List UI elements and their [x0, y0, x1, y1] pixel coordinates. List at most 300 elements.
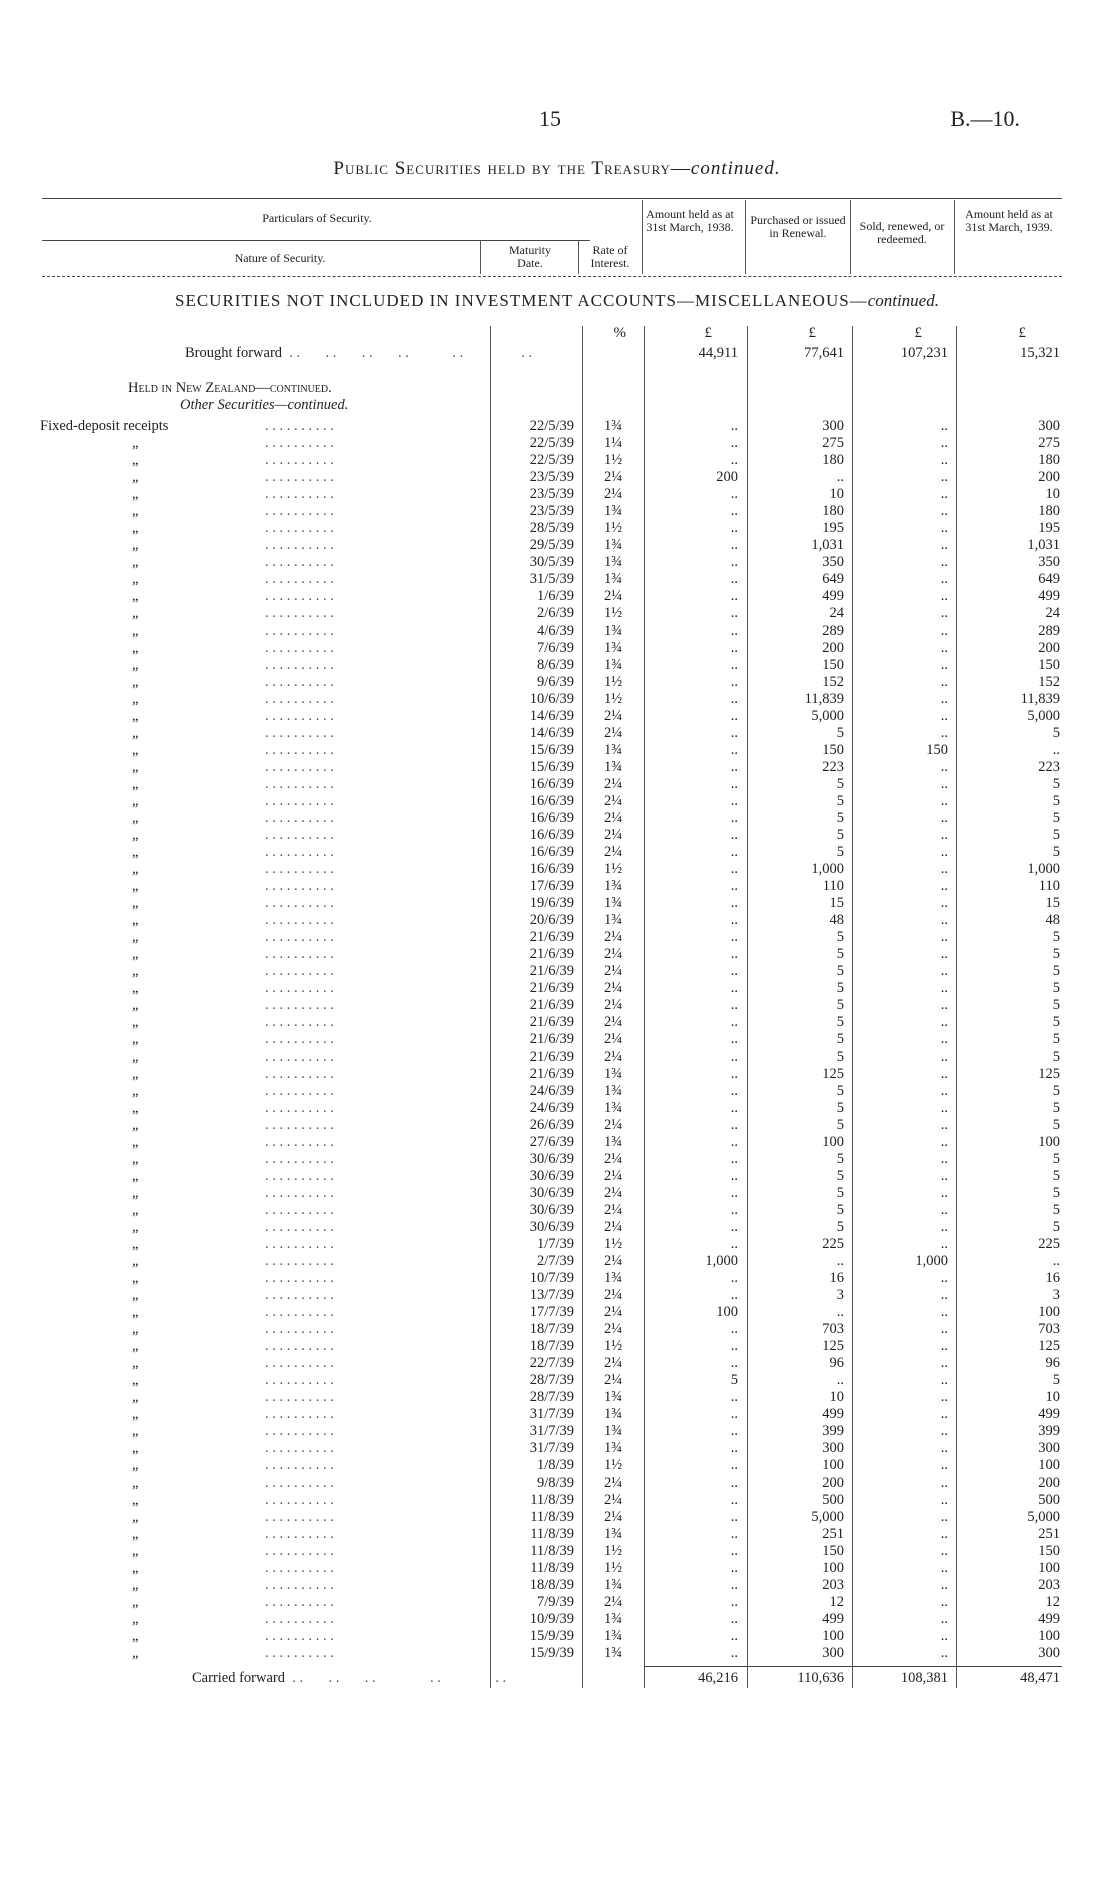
leader-dots: . . . . . . . . . .: [265, 878, 334, 895]
held-1939-value: 499: [1038, 1406, 1060, 1423]
held-1938-value: ..: [730, 1235, 738, 1252]
sold-value: ..: [940, 520, 948, 537]
maturity-date: 31/7/39: [529, 1440, 574, 1457]
maturity-header: Maturity Date.: [509, 243, 551, 270]
purchased-value: 289: [822, 622, 844, 639]
held-1939-value: 5: [1052, 997, 1060, 1014]
held-1939-value: 200: [1038, 1474, 1060, 1491]
leader-dots: . . . . . . . . . .: [265, 537, 334, 554]
held-1938-value: ..: [730, 503, 738, 520]
purchased-value: 203: [822, 1576, 844, 1593]
maturity-date: 18/8/39: [529, 1576, 574, 1593]
ditto-mark: „: [132, 622, 139, 639]
leader-dots: . . . . . . . . . .: [265, 1474, 334, 1491]
purchased-value: 5: [836, 1048, 844, 1065]
maturity-date: 7/6/39: [536, 639, 574, 656]
interest-rate: 2¼: [603, 980, 623, 997]
purchased-header: Purchased or issued in Renewal.: [750, 213, 846, 240]
held-1938-value: ..: [730, 980, 738, 997]
maturity-date: 22/7/39: [529, 1355, 574, 1372]
leader-dots: . . . . . . . . . .: [265, 1406, 334, 1423]
maturity-date: 15/6/39: [529, 758, 574, 775]
ditto-mark: „: [132, 827, 139, 843]
purchased-value: 5,000: [811, 1508, 844, 1525]
interest-rate: 1¾: [603, 1610, 623, 1627]
ditto-mark: „: [132, 1218, 139, 1235]
ditto-mark: „: [132, 1287, 139, 1303]
interest-rate: 1¾: [603, 1627, 623, 1644]
sold-value: ..: [940, 503, 948, 520]
maturity-date: 28/5/39: [529, 520, 574, 537]
interest-rate: 2¼: [603, 946, 623, 963]
rate-unit: %: [613, 325, 626, 341]
section-heading-continued: continued.: [867, 291, 939, 310]
brought-forward-held-1939: 15,321: [1020, 345, 1060, 361]
leader-dots: . . . . . . . . . .: [265, 1491, 334, 1508]
held-1939-value: 5: [1052, 724, 1060, 741]
purchased-value: 180: [822, 452, 844, 469]
interest-rate: 2¼: [603, 588, 623, 605]
held-1938-value: ..: [730, 1031, 738, 1048]
leader-dots: . . . . . . . . . .: [265, 1508, 334, 1525]
purchased-value: 100: [822, 1559, 844, 1576]
ditto-mark: „: [132, 1082, 139, 1099]
sold-value: ..: [940, 1508, 948, 1525]
held-1938-value: ..: [730, 997, 738, 1014]
interest-rate: 1¾: [603, 1440, 623, 1457]
ditto-mark: „: [132, 1201, 139, 1218]
purchased-value: 15: [829, 895, 844, 912]
held-1939-value: 649: [1038, 571, 1060, 588]
sold-value: ..: [940, 809, 948, 826]
leader-dots: . . . . . . . . . .: [265, 1338, 334, 1355]
held-1938-value: ..: [730, 1167, 738, 1184]
interest-rate: 1½: [603, 605, 623, 622]
held-1938-value: ..: [730, 1644, 738, 1661]
sold-value: ..: [940, 1287, 948, 1303]
purchased-value: 152: [822, 673, 844, 690]
held-1939-value: 5: [1052, 792, 1060, 809]
maturity-date: 22/5/39: [529, 418, 574, 434]
purchased-value: 96: [829, 1355, 844, 1372]
leader-dots: . . . . . . . . . .: [265, 809, 334, 826]
held-1939-value: 5: [1052, 1167, 1060, 1184]
maturity-date: 31/5/39: [529, 571, 574, 588]
interest-rate: 1¾: [603, 1270, 623, 1286]
leader-dots: . . . . . . . . . .: [265, 435, 334, 451]
interest-rate: 2¼: [603, 469, 623, 486]
ditto-mark: „: [132, 435, 139, 451]
header-divider: [850, 200, 851, 274]
leader-dots: . . . . . . . . . .: [265, 690, 334, 707]
leader-dots: . . . . . . . . . .: [265, 554, 334, 571]
purchased-value: 5: [836, 844, 844, 860]
held-1938-value: ..: [730, 1201, 738, 1218]
interest-rate: 1¼: [603, 435, 623, 451]
ditto-mark: „: [132, 912, 139, 929]
held-1939-value: 100: [1038, 1627, 1060, 1644]
held-1939-value: 499: [1038, 588, 1060, 605]
held-1938-value: ..: [730, 1099, 738, 1116]
held-1939-value: 399: [1038, 1423, 1060, 1440]
held-1939-value: 300: [1038, 418, 1060, 434]
sold-value: ..: [940, 1338, 948, 1355]
ditto-mark: „: [132, 1184, 139, 1201]
maturity-date: 21/6/39: [529, 963, 574, 980]
maturity-date: 19/6/39: [529, 895, 574, 912]
purchased-value: 5: [836, 1184, 844, 1201]
ditto-mark: „: [132, 946, 139, 963]
held-1939-value: 200: [1038, 639, 1060, 656]
interest-rate: 2¼: [603, 1218, 623, 1235]
interest-rate: 2¼: [603, 1372, 623, 1389]
leader-dots: . . . . . . . . . .: [265, 1593, 334, 1610]
brought-forward-sold: 107,231: [900, 345, 948, 361]
maturity-date: 16/6/39: [529, 861, 574, 877]
held-1939-value: 1,000: [1027, 861, 1060, 877]
maturity-date: 27/6/39: [529, 1133, 574, 1150]
leader-dots: . . . . . . . . . .: [265, 673, 334, 690]
ditto-mark: „: [132, 1167, 139, 1184]
leader-dots: . . . . . . . . . .: [265, 946, 334, 963]
subheading-other-securities: Other Securities—continued.: [180, 397, 349, 413]
leader-dots: . . . . . . . . . .: [265, 503, 334, 520]
ditto-mark: „: [132, 1610, 139, 1627]
maturity-date: 13/7/39: [529, 1287, 574, 1303]
held-1938-value: ..: [730, 1593, 738, 1610]
held-1938-value: ..: [730, 1355, 738, 1372]
purchased-value: 399: [822, 1423, 844, 1440]
held-1939-value: 125: [1038, 1065, 1060, 1082]
maturity-date: 11/8/39: [530, 1491, 574, 1508]
purchased-value: 125: [822, 1065, 844, 1082]
ditto-mark: „: [132, 1321, 139, 1338]
carried-forward-held-1938: 46,216: [698, 1670, 738, 1686]
sold-value: ..: [940, 1355, 948, 1372]
interest-rate: 1½: [603, 1559, 623, 1576]
maturity-date: 1/6/39: [536, 588, 574, 605]
held-1938-value: ..: [730, 724, 738, 741]
purchased-value: 5: [836, 980, 844, 997]
sold-value: ..: [940, 588, 948, 605]
held-1938-value: ..: [730, 1491, 738, 1508]
held-1938-value: ..: [730, 605, 738, 622]
interest-rate: 2¼: [603, 1201, 623, 1218]
maturity-date: 22/5/39: [529, 435, 574, 451]
ditto-mark: „: [132, 724, 139, 741]
leader-dots: . . . . . . . . . .: [265, 656, 334, 673]
interest-rate: 1¾: [603, 895, 623, 912]
held-1938-value: 200: [716, 469, 738, 486]
brought-forward-purchased: 77,641: [804, 345, 844, 361]
ditto-mark: „: [132, 1014, 139, 1031]
held-1939-value: 100: [1038, 1457, 1060, 1474]
purchased-value: 100: [822, 1457, 844, 1474]
ditto-mark: „: [132, 486, 139, 503]
held-1938-value: 1,000: [705, 1253, 738, 1269]
leader-dots: . . . . . . . . . .: [265, 1167, 334, 1184]
page-title: [0, 158, 1114, 180]
interest-rate: 2¼: [603, 1167, 623, 1184]
interest-rate: 1¾: [603, 622, 623, 639]
held-1939-value: 180: [1038, 452, 1060, 469]
nature-header: Nature of Security.: [234, 251, 326, 265]
maturity-date: 21/6/39: [529, 980, 574, 997]
total-rule: [644, 1666, 1062, 1667]
carried-forward-held-1939: 48,471: [1020, 1670, 1060, 1686]
purchased-value: 100: [822, 1133, 844, 1150]
maturity-date: 8/6/39: [536, 656, 574, 673]
purchased-value: 5: [836, 792, 844, 809]
held-1938-value: ..: [730, 435, 738, 451]
sold-value: ..: [940, 1576, 948, 1593]
interest-rate: 2¼: [603, 827, 623, 843]
held-1938-value: ..: [730, 554, 738, 571]
ditto-mark: „: [132, 1423, 139, 1440]
held-1939-value: 225: [1038, 1235, 1060, 1252]
interest-rate: 2¼: [603, 1304, 623, 1321]
leader-dots: . . . . . . . . . .: [265, 1542, 334, 1559]
held-1939-value: 5: [1052, 1048, 1060, 1065]
leader-dots: . . . . . . . . . .: [265, 827, 334, 843]
leader-dots: . . . . . . . . . .: [265, 1287, 334, 1303]
held-1939-value: 100: [1038, 1559, 1060, 1576]
sold-value: ..: [940, 1525, 948, 1542]
interest-rate: 2¼: [603, 844, 623, 860]
held-1939-value: 5: [1052, 929, 1060, 946]
interest-rate: 1½: [603, 861, 623, 877]
held-1938-value: ..: [730, 486, 738, 503]
title-main: Public Securities held by the Treasury—: [333, 158, 691, 179]
interest-rate: 2¼: [603, 1491, 623, 1508]
purchased-value: 3: [836, 1287, 844, 1303]
ditto-mark: „: [132, 1491, 139, 1508]
purchased-value: ..: [836, 1304, 844, 1321]
sold-value: ..: [940, 1304, 948, 1321]
purchased-value: 251: [822, 1525, 844, 1542]
leader-dots: . . . . . . . . . .: [265, 775, 334, 792]
held-1938-value: ..: [730, 673, 738, 690]
held-1938-unit: £: [704, 325, 712, 341]
leader-dots: . . . . . . . . . .: [265, 1014, 334, 1031]
ditto-mark: „: [132, 775, 139, 792]
interest-rate: 1¾: [603, 1406, 623, 1423]
maturity-date: 7/9/39: [536, 1593, 574, 1610]
document-code: B.—10.: [950, 106, 1020, 131]
carried-forward-sold: 108,381: [900, 1670, 948, 1686]
maturity-date: 10/6/39: [529, 690, 574, 707]
held-1938-value: ..: [730, 520, 738, 537]
interest-rate: 2¼: [603, 1508, 623, 1525]
maturity-date: 24/6/39: [529, 1082, 574, 1099]
sold-value: 1,000: [915, 1253, 948, 1269]
maturity-date: 30/6/39: [529, 1218, 574, 1235]
rate-header: Rate of Interest.: [590, 243, 630, 270]
leader-dots: . . . . . . . . . .: [265, 912, 334, 929]
maturity-date: 31/7/39: [529, 1423, 574, 1440]
leader-dots: . . . . . . . . . .: [265, 1116, 334, 1133]
maturity-date: 9/6/39: [536, 673, 574, 690]
maturity-date: 21/6/39: [529, 1014, 574, 1031]
interest-rate: 2¼: [603, 1253, 623, 1269]
sold-value: ..: [940, 1116, 948, 1133]
ditto-mark: „: [132, 997, 139, 1014]
interest-rate: 1¾: [603, 571, 623, 588]
leader-dots: . . . . . . . . . .: [265, 571, 334, 588]
ditto-mark: „: [132, 758, 139, 775]
purchased-unit: £: [808, 325, 816, 341]
sold-value: ..: [940, 418, 948, 434]
leader-dots: . . . . . . . . . .: [265, 418, 334, 434]
purchased-value: 150: [822, 656, 844, 673]
leader-dots: . . . . . . . . . .: [265, 1627, 334, 1644]
interest-rate: 2¼: [603, 486, 623, 503]
ditto-mark: „: [132, 503, 139, 520]
sold-value: ..: [940, 758, 948, 775]
interest-rate: 1½: [603, 1542, 623, 1559]
leader-dots: . . . . . . . . . .: [265, 1644, 334, 1661]
ditto-mark: „: [132, 1593, 139, 1610]
held-1939-value: ..: [1052, 1253, 1060, 1269]
interest-rate: 1¾: [603, 554, 623, 571]
held-1939-value: 5: [1052, 1014, 1060, 1031]
held-1938-value: ..: [730, 1474, 738, 1491]
sold-value: ..: [940, 1474, 948, 1491]
sold-value: ..: [940, 1065, 948, 1082]
sold-value: ..: [940, 656, 948, 673]
leader-dots: . . . . . . . . . .: [265, 929, 334, 946]
ditto-mark: „: [132, 656, 139, 673]
purchased-value: 110: [822, 878, 844, 895]
purchased-value: 5: [836, 1150, 844, 1167]
held-1938-value: ..: [730, 912, 738, 929]
held-1938-value: ..: [730, 895, 738, 912]
sold-value: ..: [940, 912, 948, 929]
held-1939-value: 5: [1052, 827, 1060, 843]
held-1938-value: ..: [730, 963, 738, 980]
held-1939-value: 5: [1052, 1150, 1060, 1167]
leader-dots: . . . . . . . . . .: [265, 707, 334, 724]
held-1939-value: 150: [1038, 656, 1060, 673]
leader-dots: . . . . . . . . . .: [265, 1253, 334, 1269]
leader-dots: . . . . . . . . . .: [265, 1457, 334, 1474]
maturity-date: 18/7/39: [529, 1338, 574, 1355]
sold-value: ..: [940, 1423, 948, 1440]
sold-value: ..: [940, 1048, 948, 1065]
sold-value: ..: [940, 844, 948, 860]
held-1938-value: ..: [730, 1184, 738, 1201]
leader-dots: . . . . . . . . . .: [265, 1440, 334, 1457]
interest-rate: 2¼: [603, 1321, 623, 1338]
ditto-mark: „: [132, 1338, 139, 1355]
ditto-mark: „: [132, 1150, 139, 1167]
ditto-mark: „: [132, 1099, 139, 1116]
leader-dots: . . . . . . . . . .: [265, 520, 334, 537]
leader-dots: . . . . . . . . . .: [265, 452, 334, 469]
maturity-date: 11/8/39: [530, 1508, 574, 1525]
sold-unit: £: [914, 325, 922, 341]
ditto-mark: „: [132, 1457, 139, 1474]
held-1939-value: 180: [1038, 503, 1060, 520]
held-1938-value: ..: [730, 1610, 738, 1627]
leader-dots: . . . . . . . . . .: [265, 997, 334, 1014]
maturity-date: 11/8/39: [530, 1525, 574, 1542]
held-1938-value: ..: [730, 1048, 738, 1065]
leader-dots: . . . . . . . . . .: [265, 1133, 334, 1150]
purchased-value: 5: [836, 724, 844, 741]
purchased-value: 10: [829, 486, 844, 503]
interest-rate: 1½: [603, 1457, 623, 1474]
leader-dots: . . . . . . . . . .: [265, 605, 334, 622]
maturity-date: 30/6/39: [529, 1201, 574, 1218]
sold-value: ..: [940, 1082, 948, 1099]
leader-dots: . . . . . . . . . .: [265, 724, 334, 741]
interest-rate: 1¾: [603, 1423, 623, 1440]
purchased-value: 5: [836, 946, 844, 963]
held-1938-header: Amount held as at 31st March, 1938.: [646, 207, 734, 234]
held-1938-value: ..: [730, 1014, 738, 1031]
maturity-date: 16/6/39: [529, 809, 574, 826]
ditto-mark: „: [132, 1644, 139, 1661]
held-1939-value: 16: [1045, 1270, 1060, 1286]
leader-dots: . . . . . . . . . .: [265, 1304, 334, 1321]
title-continued: continued.: [690, 158, 781, 179]
purchased-value: 703: [822, 1321, 844, 1338]
ditto-mark: „: [132, 707, 139, 724]
maturity-date: 16/6/39: [529, 792, 574, 809]
purchased-value: 195: [822, 520, 844, 537]
ditto-mark: „: [132, 639, 139, 656]
leader-dots: . . . . . . . . . .: [265, 980, 334, 997]
particulars-rule: [42, 240, 590, 241]
sold-value: ..: [940, 1559, 948, 1576]
held-1939-value: 5: [1052, 1099, 1060, 1116]
purchased-value: 5: [836, 775, 844, 792]
purchased-value: 1,031: [811, 537, 844, 554]
purchased-value: 275: [822, 435, 844, 451]
ditto-mark: „: [132, 554, 139, 571]
column-divider: [490, 326, 491, 1688]
maturity-date: 4/6/39: [536, 622, 574, 639]
sold-value: ..: [940, 1201, 948, 1218]
interest-rate: 1¾: [603, 1576, 623, 1593]
interest-rate: 1¾: [603, 1525, 623, 1542]
sold-value: ..: [940, 707, 948, 724]
interest-rate: 2¼: [603, 1355, 623, 1372]
purchased-value: 16: [829, 1270, 844, 1286]
sold-value: ..: [940, 605, 948, 622]
purchased-value: 300: [822, 1440, 844, 1457]
ditto-mark: „: [132, 929, 139, 946]
purchased-value: ..: [836, 1372, 844, 1389]
sold-value: ..: [940, 1372, 948, 1389]
security-label: Fixed-deposit receipts: [40, 418, 169, 434]
ditto-mark: „: [132, 1627, 139, 1644]
purchased-value: 5: [836, 1031, 844, 1048]
held-1938-value: ..: [730, 878, 738, 895]
held-1939-value: 203: [1038, 1576, 1060, 1593]
purchased-value: ..: [836, 1253, 844, 1269]
ditto-mark: „: [132, 588, 139, 605]
held-1938-value: ..: [730, 1270, 738, 1286]
brought-forward-label: Brought forward . . . . . . . . . . . .: [185, 345, 533, 361]
ditto-mark: „: [132, 1133, 139, 1150]
held-1939-value: 5: [1052, 844, 1060, 860]
purchased-value: 5: [836, 929, 844, 946]
held-1939-value: 289: [1038, 622, 1060, 639]
interest-rate: 1½: [603, 1338, 623, 1355]
held-1938-value: ..: [730, 929, 738, 946]
